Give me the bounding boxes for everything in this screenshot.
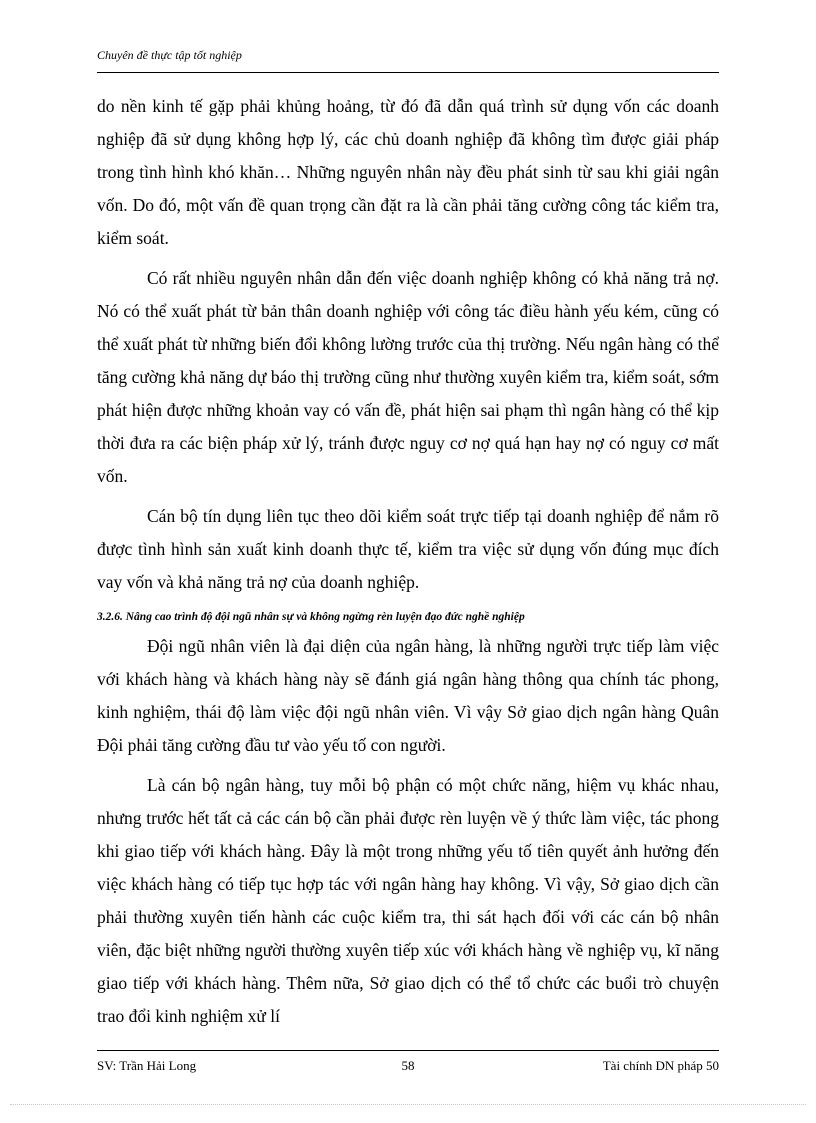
footer-page-number: 58: [401, 1058, 415, 1073]
footer-author: SV: Trần Hải Long: [97, 1058, 197, 1073]
paragraph-3: Cán bộ tín dụng liên tục theo dõi kiểm soát trực tiếp tại doanh nghiệp để nắm rõ được tình hình sản xuất kinh doanh thực tế, kiểm tra việc sử dụng vốn đúng mục đích vay vốn và khả năng trả nợ của doanh nghiệp.: [97, 506, 719, 592]
paragraph-4: Đội ngũ nhân viên là đại diện của ngân hàng, là những người trực tiếp làm việc với khách hàng và khách hàng này sẽ đánh giá ngân hàng thông qua chính tác phong, kinh nghiệm, thái độ làm việc đội ngũ nhân viên. Vì vậy Sở giao dịch ngân hàng Quân Đội phải tăng cường đầu tư vào yếu tố con người.: [97, 636, 719, 755]
page-boundary: [10, 1104, 806, 1105]
paragraph-1: do nền kinh tế gặp phải khủng hoảng, từ đó đã dẫn quá trình sử dụng vốn các doanh nghiệp đã sử dụng không hợp lý, các chủ doanh nghiệp đã không tìm được giải pháp trong tình hình khó khăn… Những nguyên nhân này đều phát sinh từ sau khi giải ngân vốn. Do đó, một vấn đề quan trọng cần đặt ra là cần phải tăng cường công tác kiểm tra, kiểm soát.: [97, 96, 719, 248]
footer-divider: [97, 1050, 719, 1051]
footer-class-name: Tài chính DN pháp 50: [602, 1058, 719, 1073]
paragraph-5: Là cán bộ ngân hàng, tuy mỗi bộ phận có một chức năng, hiệm vụ khác nhau, nhưng trước hết tất cả các cán bộ cần phải được rèn luyện về ý thức làm việc, tác phong khi giao tiếp với khách hàng. Đây là một trong những yếu tố tiên quyết ảnh hưởng đến việc khách hàng có tiếp tục hợp tác với ngân hàng hay không. Vì vậy, Sở giao dịch cần phải thường xuyên tiến hành các cuộc kiểm tra, thi sát hạch đối với các cán bộ nhân viên, đặc biệt những người thường xuyên tiếp xúc với khách hàng về nghiệp vụ, kĩ năng giao tiếp với khách hàng. Thêm nữa, Sở giao dịch có thể tổ chức các buổi trò chuyện trao đổi kinh nghiệm xử lí: [97, 775, 719, 1026]
body-text: [97, 90, 719, 1040]
section-heading: 3.2.6. Nâng cao trình độ đội ngũ nhân sự và không ngừng rèn luyện đạo đức nghề nghiệp: [97, 611, 525, 623]
header-divider: [97, 72, 719, 73]
paragraph-2: Có rất nhiều nguyên nhân dẫn đến việc doanh nghiệp không có khả năng trả nợ. Nó có thể xuất phát từ bản thân doanh nghiệp với công tác điều hành yếu kém, cũng có thể xuất phát từ những biến đổi không lường trước của thị trường. Nếu ngân hàng có thể tăng cường khả năng dự báo thị trường cũng như thường xuyên kiểm tra, kiểm soát, sớm phát hiện được những khoản vay có vấn đề, phát hiện sai phạm thì ngân hàng có thể kịp thời đưa ra các biện pháp xử lý, tránh được nguy cơ nợ quá hạn hay nợ có nguy cơ mất vốn.: [97, 268, 719, 486]
page-footer: [97, 1058, 719, 1074]
running-header: Chuyên đề thực tập tốt nghiệp: [97, 48, 242, 62]
